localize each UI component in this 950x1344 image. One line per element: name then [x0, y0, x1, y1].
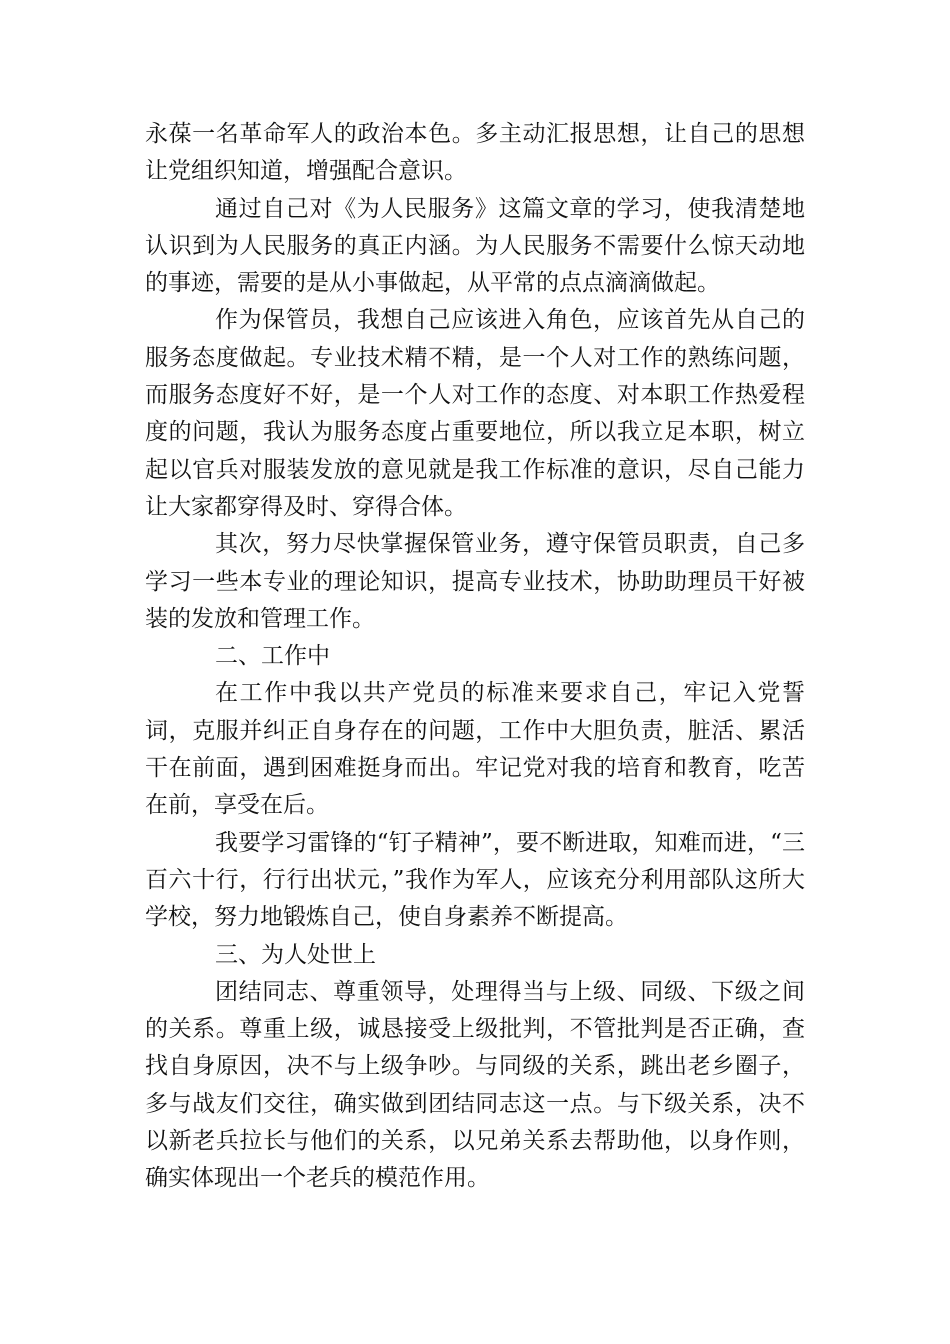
paragraph-continuation: 永葆一名革命军人的政治本色。多主动汇报思想，让自己的思想让党组织知道，增强配合意识。 — [145, 121, 805, 185]
section-heading-work: 二、工作中 — [215, 643, 330, 670]
paragraph-serve-the-people: 通过自己对《为人民服务》这篇文章的学习，使我清楚地认识到为人民服务的真正内涵。为人民服务不需要什么惊天动地的事迹，需要的是从小事做起，从平常的点点滴滴做起。 — [145, 195, 805, 297]
paragraph-service-attitude: 作为保管员，我想自己应该进入角色，应该首先从自己的服务态度做起。专业技术精不精，是一个人对工作的熟练问题，而服务态度好不好，是一个人对工作的态度、对本职工作热爱程度的问题，我认为服务态度占重要地位，所以我立足本职，树立起以官兵对服装发放的意见就是我工作标准的意识，尽自己能力让大家都穿得及时、穿得合体。 — [145, 307, 805, 520]
paragraph-party-standard: 在工作中我以共产党员的标准来要求自己，牢记入党誓词，克服并纠正自身存在的问题，工作中大胆负责，脏活、累活干在前面，遇到困难挺身而出。牢记党对我的培育和教育，吃苦在前，享受在后。 — [145, 680, 805, 819]
section-heading-conduct: 三、为人处世上 — [215, 941, 376, 968]
paragraph-relationships: 团结同志、尊重领导，处理得当与上级、同级、下级之间的关系。尊重上级，诚恳接受上级批判，不管批判是否正确，查找自身原因，决不与上级争吵。与同级的关系，跳出老乡圈子，多与战友们交往，确实做到团结同志这一点。与下级关系，决不以新老兵拉长与他们的关系，以兄弟关系去帮助他，以身作则，确实体现出一个老兵的模范作用。 — [145, 978, 805, 1192]
document-body — [145, 116, 805, 1198]
paragraph-lei-feng-spirit: 我要学习雷锋的“钉子精神”，要不断进取，知难而进，“三百六十行，行行出状元，”我作为军人，应该充分利用部队这所大学校，努力地锻炼自己，使自身素养不断提高。 — [145, 829, 805, 931]
paragraph-custodian-duties: 其次，努力尽快掌握保管业务，遵守保管员职责，自己多学习一些本专业的理论知识，提高专业技术，协助助理员干好被装的发放和管理工作。 — [145, 531, 805, 632]
